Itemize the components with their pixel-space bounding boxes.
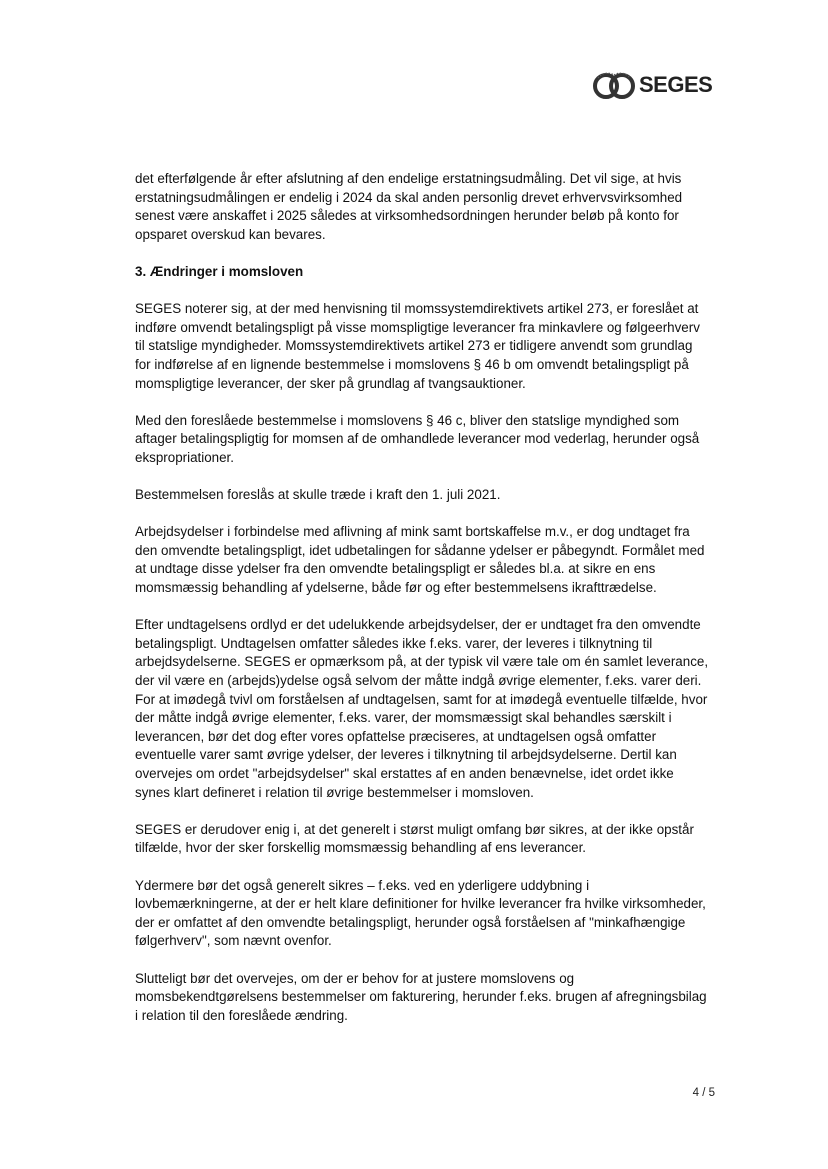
page-number: 4 / 5 [692,1087,715,1099]
document-body [135,170,710,1044]
paragraph-7: Ydermere bør det også generelt sikres – f.eks. ved en yderligere uddybning i lovbemærkningerne, at der er helt klare definitioner for hvilke leverancer fra hvilke virksomheder, der er omfattet af den omvendte betalingspligt, herunder også forståelsen af "minkafhængige følgerhverv", som nævnt ovenfor. [135,877,706,949]
paragraph-5: Efter undtagelsens ordlyd er det udelukkende arbejdsydelser, der er undtaget fra den omvendte betalingspligt. Undtagelsen omfatter således ikke f.eks. varer, der leveres i tilknytning til arbejdsydelserne. SEGES er opmærksom på, at der typisk vil være tale om én samlet leverance, der vil være en (arbejds)ydelse også selvom der måtte indgå øvrige elementer, f.eks. varer deri. For at imødegå tvivl om forståelsen af undtagelsen, samt for at imødegå eventuelle tilfælde, hvor der måtte indgå øvrige elementer, f.eks. varer, der momsmæssigt skal behandles særskilt i leverancen, bør det dog efter vores opfattelse præciseres, at undtagelsen også omfatter eventuelle varer samt øvrige ydelser, der leveres i tilknytning til arbejdsydelserne. Dertil kan overvejes om ordet "arbejdsydelser" skal erstattes af en anden benævnelse, idet ordet ikke synes klart defineret i relation til øvrige bestemmelser i momsloven. [135,617,709,800]
logo-text: SEGES [639,72,713,97]
paragraph-2: Med den foreslåede bestemmelse i momslovens § 46 c, bliver den statslige myndighed som aftager betalingspligtig for momsen af de omhandlede leverancer mod vederlag, herunder også ekspropriationer. [135,412,700,465]
paragraph-3: Bestemmelsen foreslås at skulle træde i kraft den 1. juli 2021. [135,487,501,503]
paragraph-8: Slutteligt bør det overvejes, om der er behov for at justere momslovens og momsbekendtgørelsens bestemmelser om fakturering, herunder f.eks. brugen af afregningsbilag i relation til den foreslåede ændring. [135,970,707,1023]
paragraph-intro: det efterfølgende år efter afslutning af den endelige erstatningsudmåling. Det vil sige, at hvis erstatningsudmålingen er endelig i 2024 da skal anden personlig drevet erhvervsvirksomhed senest være anskaffet i 2025 således at virksomhedsordningen herunder beløb på konto for opsparet overskud kan bevares. [135,171,683,242]
section-heading: 3. Ændringer i momsloven [135,263,304,279]
seges-logo-icon [592,70,636,100]
paragraph-1: SEGES noterer sig, at der med henvisning til momssystemdirektivets artikel 273, er foreslået at indføre omvendt betalingspligt på visse momspligtige leverancer fra minkavlere og følgeerhverv til statslige myndigheder. Momssystemdirektivets artikel 273 er tidligere anvendt som grundlag for indførelse af en lignende bestemmelse i momslovens § 46 b om omvendt betalingspligt på momspligtige leverancer, der sker på grundlag af tvangsauktioner. [135,301,700,391]
seges-logo [592,70,712,100]
paragraph-4: Arbejdsydelser i forbindelse med aflivning af mink samt bortskaffelse m.v., er dog undtaget fra den omvendte betalingspligt, idet udbetalingen for sådanne ydelser er påbegyndt. Formålet med at undtage disse ydelser fra den omvendte betalingspligt er således bl.a. at sikre en ens momsmæssig behandling af ydelserne, både før og efter bestemmelsens ikrafttrædelse. [135,524,705,596]
paragraph-6: SEGES er derudover enig i, at det generelt i størst muligt omfang bør sikres, at der ikke opstår tilfælde, hvor der sker forskellig momsmæssig behandling af ens leverancer. [135,821,694,856]
